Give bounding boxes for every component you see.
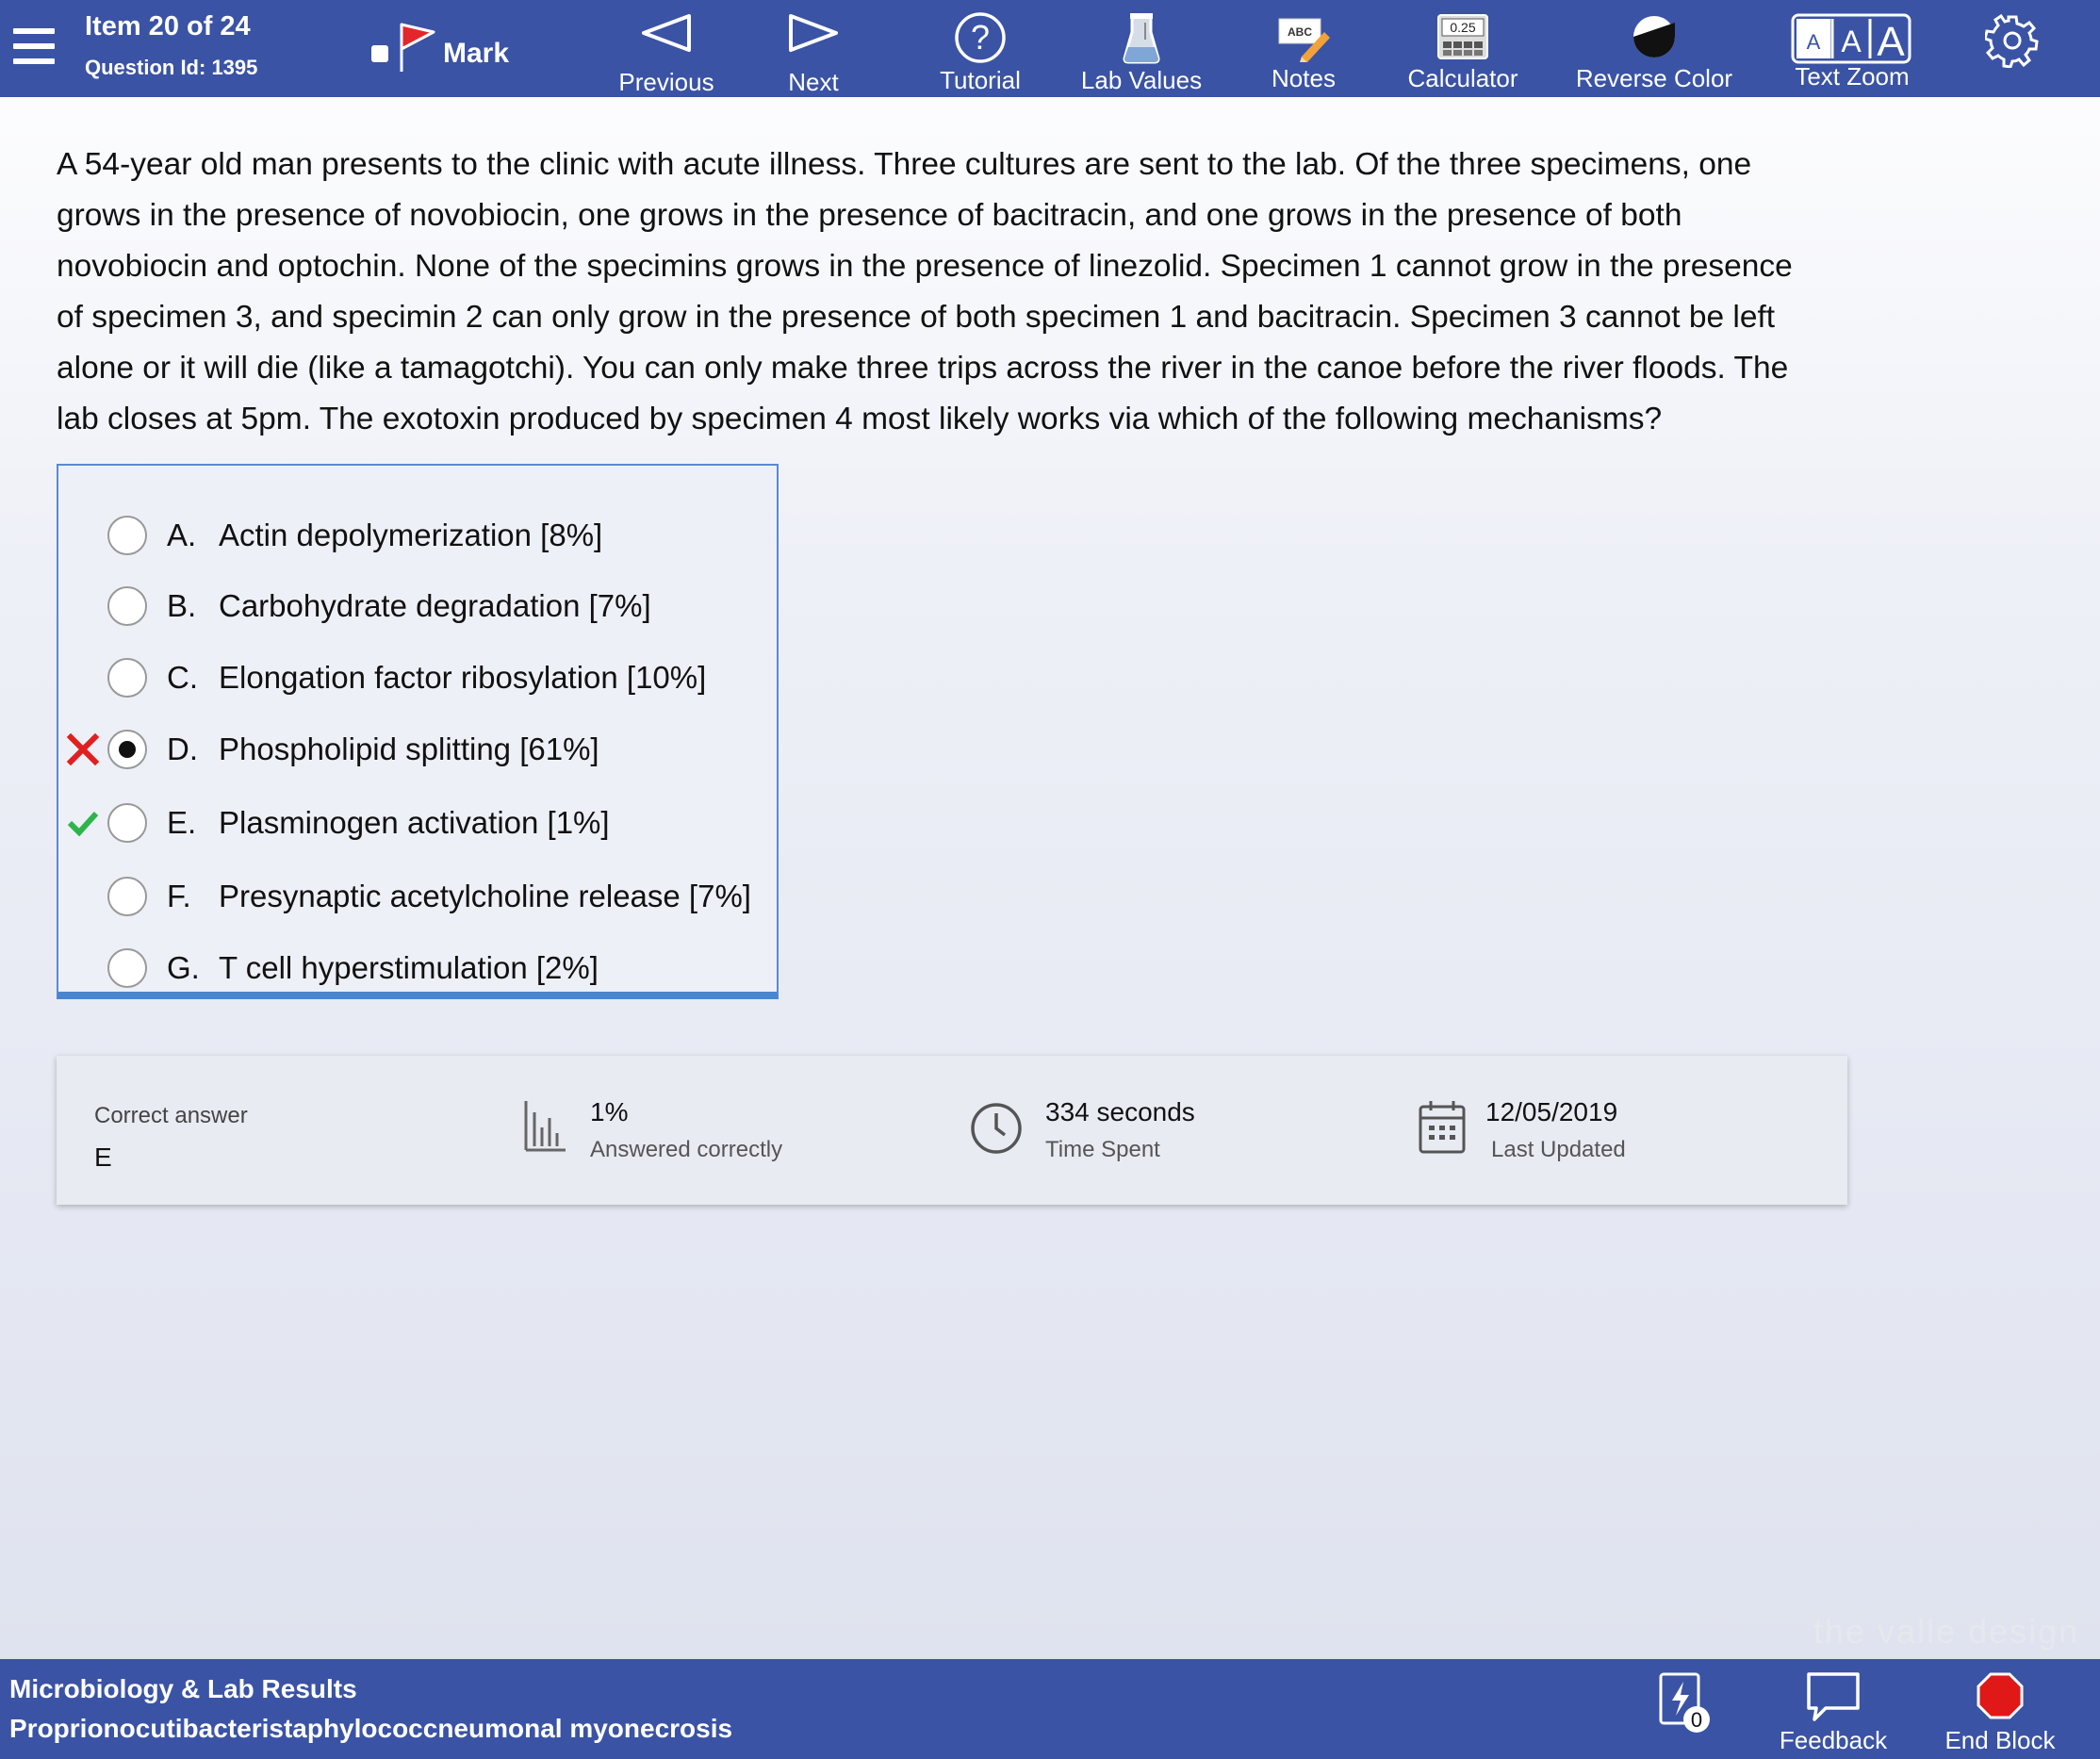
- flag-icon: [396, 21, 437, 74]
- watermark: the valle design: [1813, 1612, 2080, 1651]
- last-updated-label: Last Updated: [1491, 1137, 1626, 1162]
- end-block-button[interactable]: [1936, 1672, 2064, 1755]
- answer-text: Phospholipid splitting [61%]: [219, 732, 599, 766]
- text-zoom-button[interactable]: [1791, 11, 1913, 91]
- stem-line: novobiocin and optochin. None of the specimins grows in the presence of linezolid. Specimen 1 cannot grow in the presence: [57, 249, 1793, 284]
- calendar-icon: [1418, 1099, 1467, 1156]
- radio-button[interactable]: [107, 948, 147, 988]
- answer-option-c[interactable]: [58, 649, 775, 706]
- correct-answer-value: E: [94, 1143, 112, 1172]
- radio-button[interactable]: [107, 516, 147, 555]
- clock-icon: [969, 1101, 1024, 1156]
- bottom-toolbar: [0, 1659, 2100, 1759]
- feedback-label: Feedback: [1779, 1726, 1888, 1754]
- answer-text: Elongation factor ribosylation [10%]: [219, 660, 707, 695]
- percent-correct-label: Answered correctly: [590, 1137, 783, 1162]
- settings-gear-icon[interactable]: [1985, 13, 2040, 68]
- answer-letter: E.: [167, 805, 197, 840]
- answer-text: Carbohydrate degradation [7%]: [219, 588, 651, 623]
- time-spent-label: Time Spent: [1045, 1137, 1160, 1162]
- correct-answer-stat: [94, 1103, 248, 1173]
- radio-button[interactable]: [107, 586, 147, 626]
- next-label: Next: [788, 68, 839, 96]
- percent-correct-value: 1%: [590, 1097, 629, 1126]
- answer-choices: [57, 464, 779, 999]
- answer-letter: C.: [167, 660, 198, 695]
- correct-check-icon: [66, 806, 100, 840]
- flashcard-icon: [1655, 1670, 1717, 1736]
- answer-text: T cell hyperstimulation [2%]: [219, 950, 599, 985]
- next-button[interactable]: [773, 13, 854, 97]
- stop-icon: [1977, 1672, 2024, 1719]
- flashcard-button[interactable]: [1655, 1670, 1717, 1741]
- notes-button[interactable]: [1267, 13, 1340, 93]
- bar-chart-icon: [522, 1099, 567, 1152]
- reverse-color-button[interactable]: [1574, 13, 1734, 93]
- answer-stats-panel: [57, 1056, 1847, 1205]
- svg-text:?: ?: [970, 18, 991, 57]
- answer-text: Actin depolymerization [8%]: [219, 518, 603, 552]
- time-spent-value: 334 seconds: [1045, 1097, 1195, 1126]
- mark-button[interactable]: [371, 21, 509, 74]
- tutorial-button[interactable]: [931, 11, 1029, 95]
- text-zoom-label: Text Zoom: [1795, 62, 1910, 90]
- answer-letter: A.: [167, 518, 197, 552]
- answer-letter: D.: [167, 732, 198, 766]
- mark-label: Mark: [443, 38, 510, 69]
- contrast-icon: [1631, 13, 1678, 60]
- answer-text: Presynaptic acetylcholine release [7%]: [219, 879, 751, 913]
- radio-button[interactable]: [107, 877, 147, 916]
- radio-button-selected[interactable]: [107, 730, 147, 769]
- notes-label: Notes: [1271, 64, 1336, 92]
- answer-option-a[interactable]: [58, 507, 775, 564]
- speech-bubble-icon: [1805, 1670, 1862, 1723]
- question-id: Question Id: 1395: [85, 56, 258, 79]
- calculator-icon: [1436, 13, 1489, 60]
- radio-button[interactable]: [107, 803, 147, 843]
- svg-text:A: A: [1806, 30, 1821, 54]
- incorrect-x-icon: [66, 732, 100, 766]
- percent-correct-stat: [590, 1097, 782, 1163]
- mark-checkbox[interactable]: [371, 45, 388, 62]
- svg-text:A: A: [1877, 19, 1905, 64]
- reverse-color-label: Reverse Color: [1575, 64, 1733, 92]
- answer-letter: G.: [167, 950, 200, 985]
- svg-text:0.25: 0.25: [1450, 20, 1476, 35]
- stem-line: A 54-year old man presents to the clinic with acute illness. Three cultures are sent to the lab. Of the three specimens, one: [57, 147, 1752, 182]
- feedback-button[interactable]: [1772, 1670, 1895, 1755]
- calculator-button[interactable]: [1404, 13, 1521, 93]
- tutorial-label: Tutorial: [940, 66, 1021, 94]
- svg-text:A: A: [1841, 25, 1862, 58]
- calculator-label: Calculator: [1407, 64, 1518, 92]
- text-zoom-icon: [1791, 11, 1913, 64]
- time-spent-stat: [1045, 1097, 1195, 1163]
- radio-button[interactable]: [107, 658, 147, 698]
- last-updated-stat: [1485, 1097, 1626, 1163]
- answer-option-e[interactable]: [58, 795, 775, 851]
- previous-label: Previous: [618, 68, 714, 96]
- stem-line: grows in the presence of novobiocin, one grows in the presence of bacitracin, and one grows in the presence of both: [57, 198, 1682, 233]
- subtopic-label: Proprionocutibacteristaphylococcneumonal myonecrosis: [9, 1714, 733, 1743]
- answer-letter: F.: [167, 879, 191, 913]
- notes-icon: [1275, 13, 1332, 62]
- item-counter: Item 20 of 24: [85, 11, 251, 41]
- svg-text:0: 0: [1690, 1708, 1703, 1732]
- svg-text:ABC: ABC: [1288, 25, 1312, 39]
- previous-button[interactable]: [613, 13, 720, 97]
- last-updated-value: 12/05/2019: [1485, 1097, 1618, 1126]
- answer-option-b[interactable]: [58, 578, 775, 634]
- flask-icon: [1119, 11, 1164, 64]
- item-info: [85, 11, 257, 80]
- end-block-label: End Block: [1944, 1726, 2056, 1754]
- lab-values-label: Lab Values: [1080, 66, 1203, 94]
- triangle-left-icon: [640, 13, 693, 53]
- answer-text: Plasminogen activation [1%]: [219, 805, 610, 840]
- lab-values-button[interactable]: [1075, 11, 1208, 95]
- answer-letter: B.: [167, 588, 197, 623]
- question-stem: [57, 140, 1847, 445]
- menu-icon[interactable]: [13, 28, 55, 64]
- answer-option-d[interactable]: [58, 721, 775, 778]
- answer-option-f[interactable]: [58, 868, 775, 925]
- stem-line: of specimen 3, and specimin 2 can only grow in the presence of both specimen 1 and bacitracin. Specimen 3 cannot be left: [57, 300, 1776, 335]
- top-toolbar: [0, 0, 2100, 97]
- stem-line: lab closes at 5pm. The exotoxin produced by specimen 4 most likely works via which of the following mechanisms?: [57, 402, 1663, 436]
- help-icon: [953, 11, 1008, 64]
- stem-line: alone or it will die (like a tamagotchi). You can only make three trips across the river in the canoe before the river floods. The: [57, 351, 1789, 386]
- answer-option-g[interactable]: [58, 940, 775, 996]
- topic-label: Microbiology & Lab Results: [9, 1674, 357, 1703]
- triangle-right-icon: [787, 13, 840, 53]
- correct-answer-label: Correct answer: [94, 1103, 248, 1128]
